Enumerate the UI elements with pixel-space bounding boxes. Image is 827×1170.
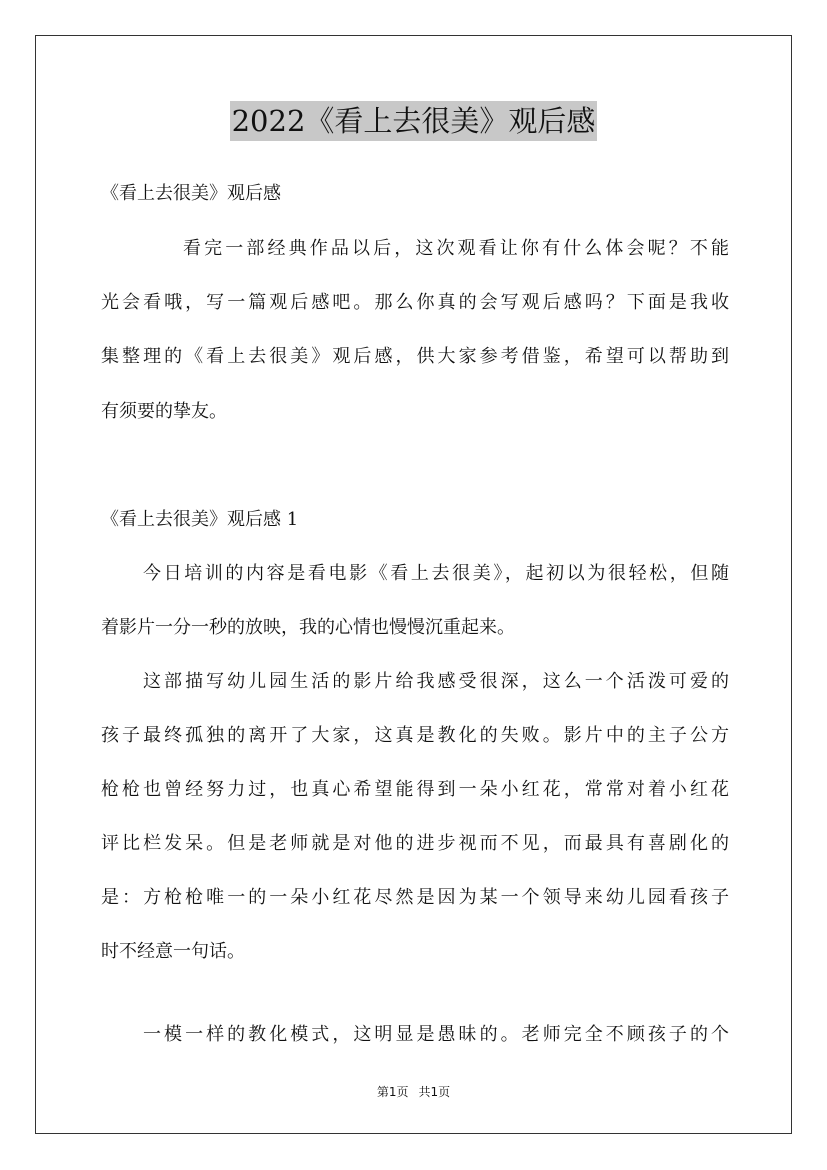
intro-line: 光会看哦，写一篇观后感吧。那么你真的会写观后感吗？下面是我收 (101, 292, 729, 313)
page-footer (0, 1084, 827, 1100)
paragraph-line: 枪枪也曾经努力过，也真心希望能得到一朵小红花，常常对着小红花 (101, 779, 729, 800)
subtitle: 《看上去很美》观后感 (101, 183, 281, 204)
page-total: 共1页 (418, 1085, 451, 1099)
document-title: 2022《看上去很美》观后感 (230, 101, 598, 141)
paragraph-line: 时不经意一句话。 (101, 941, 245, 962)
intro-line: 有须要的挚友。 (101, 401, 227, 422)
paragraph-line: 评比栏发呆。但是老师就是对他的进步视而不见，而最具有喜剧化的 (101, 833, 729, 854)
intro-line: 看完一部经典作品以后，这次观看让你有什么体会呢？不能 (183, 238, 729, 259)
title-container (0, 101, 827, 141)
paragraph-line: 一模一样的教化模式，这明显是愚昧的。老师完全不顾孩子的个 (143, 1024, 729, 1045)
paragraph-line: 今日培训的内容是看电影《看上去很美》，起初以为很轻松，但随 (143, 563, 729, 584)
section-heading: 《看上去很美》观后感 1 (101, 509, 299, 530)
paragraph-line: 孩子最终孤独的离开了大家，这真是教化的失败。影片中的主子公方 (101, 725, 729, 746)
paragraph-line: 这部描写幼儿园生活的影片给我感受很深，这么一个活泼可爱的 (143, 671, 729, 692)
page-number: 第1页 (376, 1085, 409, 1099)
paragraph-line: 着影片一分一秒的放映，我的心情也慢慢沉重起来。 (101, 617, 515, 638)
intro-line: 集整理的《看上去很美》观后感，供大家参考借鉴，希望可以帮助到 (101, 346, 729, 367)
paragraph-line: 是：方枪枪唯一的一朵小红花尽然是因为某一个领导来幼儿园看孩子 (101, 887, 729, 908)
